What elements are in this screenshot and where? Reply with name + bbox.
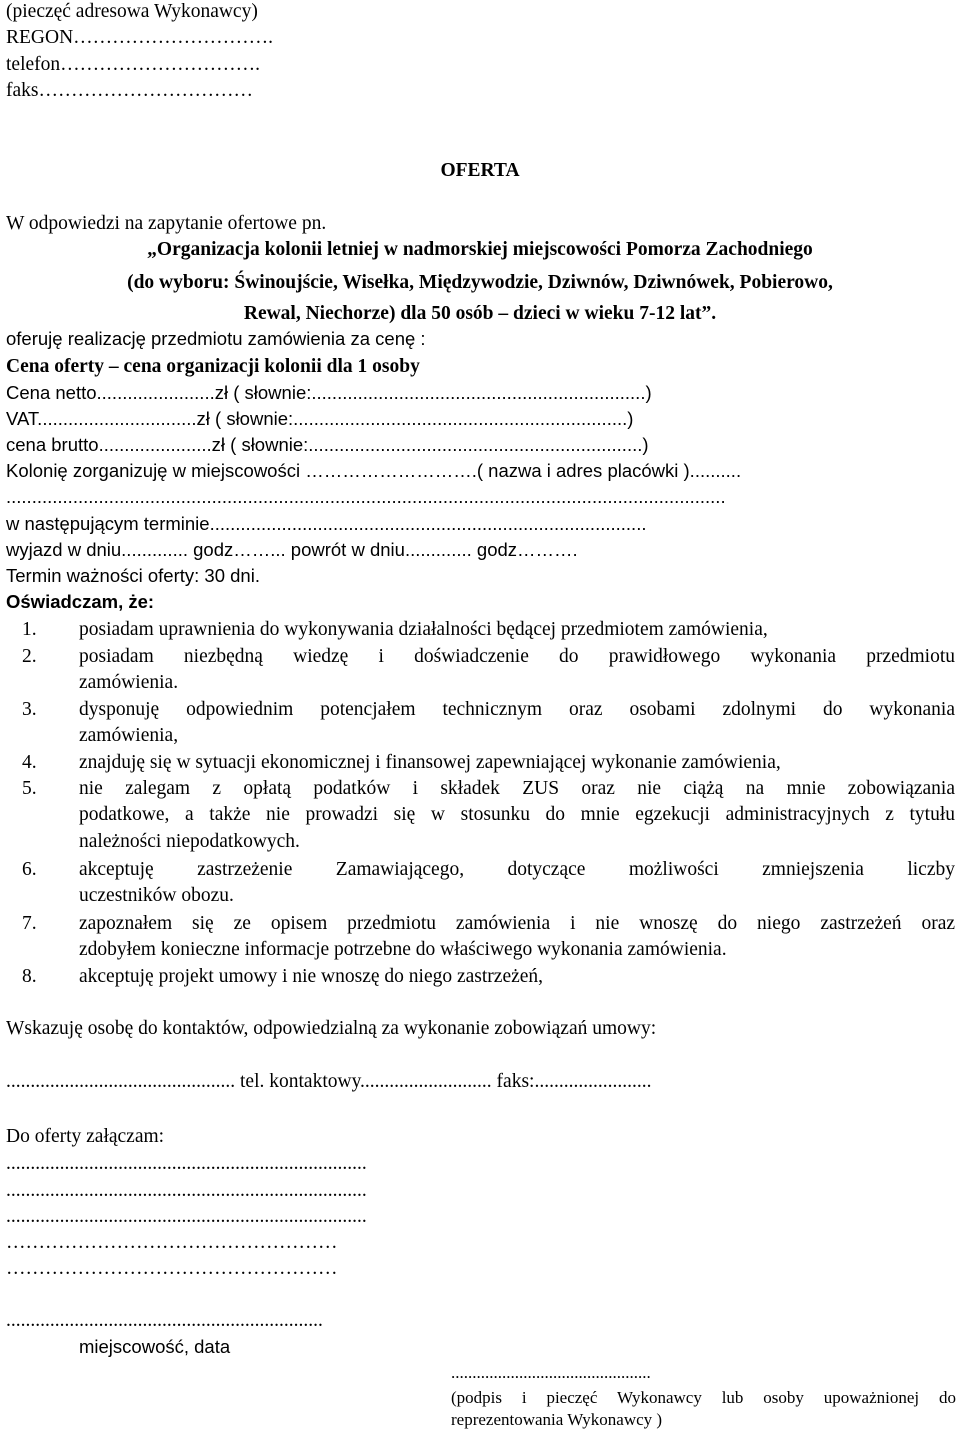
list-item-number: 5. xyxy=(22,778,37,799)
list-item-text: należności niepodatkowych. xyxy=(79,831,300,852)
price-netto-field: Cena netto.......................zł ( słownie:.................................................................) xyxy=(6,382,652,403)
intro-line: W odpowiedzi na zapytanie ofertowe pn. xyxy=(6,213,327,234)
list-item-number: 1. xyxy=(22,619,37,640)
validity-text: Termin ważności oferty: 30 dni. xyxy=(6,565,260,586)
term-field: w następującym terminie..................................................................................... xyxy=(6,513,647,534)
attachment-line: …………………………………………… xyxy=(6,1258,338,1279)
location-field: Kolonię zorganizuję w miejscowości ……………………….( nazwa i adres placówki ).......... xyxy=(6,460,742,481)
list-item-text: akceptuję projekt umowy i nie wnoszę do niego zastrzeżeń, xyxy=(79,966,544,987)
price-heading: Cena oferty – cena organizacji kolonii dla 1 osoby xyxy=(6,356,420,377)
place-date-dots: ................................................................. xyxy=(6,1310,323,1331)
list-item-text: zamówienia. xyxy=(79,672,179,693)
list-item-text: zdobyłem konieczne informacje potrzebne do właściwego wykonania zamówienia. xyxy=(79,939,727,960)
attachment-line: .......................................................................... xyxy=(6,1206,367,1227)
list-item-number: 3. xyxy=(22,699,37,720)
regon-field: REGON…………………………. xyxy=(6,27,274,48)
contact-field: ............................................... tel. kontaktowy........................... faks:........................ xyxy=(6,1071,652,1092)
list-item-text: znajduję się w sytuacji ekonomicznej i finansowej zapewniającej wykonanie zamówienia, xyxy=(79,752,781,773)
contact-label: Wskazuję osobę do kontaktów, odpowiedzialną za wykonanie zobowiązań umowy: xyxy=(6,1018,657,1039)
list-item-number: 2. xyxy=(22,646,37,667)
offer-intro: oferuję realizację przedmiotu zamówienia za cenę : xyxy=(6,328,426,349)
place-date-label: miejscowość, data xyxy=(79,1336,231,1357)
attachment-line: .......................................................................... xyxy=(6,1153,367,1174)
signature-dots: ............................................... xyxy=(451,1363,651,1382)
list-item-text: nie zalegam z opłatą podatków i składek ZUS oraz nie ciążą na mnie zobowiązania xyxy=(79,778,955,799)
subject-line-2: (do wyboru: Świnoujście, Wisełka, Międzywodzie, Dziwnów, Dziwnówek, Pobierowo, xyxy=(127,272,833,293)
list-item-number: 6. xyxy=(22,859,37,880)
travel-dates-field: wyjazd w dniu............. godz……... powrót w dniu............. godz………. xyxy=(6,539,578,560)
list-item-number: 8. xyxy=(22,966,37,987)
list-item-number: 7. xyxy=(22,913,37,934)
signature-label-cont: reprezentowania Wykonawcy ) xyxy=(451,1410,663,1429)
attachment-line: …………………………………………… xyxy=(6,1232,338,1253)
vat-field: VAT...............................zł ( słownie:.................................................................) xyxy=(6,408,634,429)
subject-line-3: Rewal, Niechorze) dla 50 osób – dzieci w wieku 7-12 lat”. xyxy=(243,303,717,324)
list-item-text: zapoznałem się ze opisem przedmiotu zamówienia i nie wnoszę do niego zastrzeżeń oraz xyxy=(79,913,955,934)
page-title: OFERTA xyxy=(440,160,520,181)
declaration-heading: Oświadczam, że: xyxy=(6,591,155,612)
list-item-text: posiadam niezbędną wiedzę i doświadczenie do prawidłowego wykonania przedmiotu xyxy=(79,646,955,667)
list-item-text: zamówienia, xyxy=(79,725,179,746)
attachments-label: Do oferty załączam: xyxy=(6,1126,165,1147)
subject-line-1: „Organizacja kolonii letniej w nadmorskiej miejscowości Pomorza Zachodniego xyxy=(147,239,813,260)
list-item-text: uczestników obozu. xyxy=(79,885,234,906)
signature-label: (podpis i pieczęć Wykonawcy lub osoby upoważnionej do xyxy=(451,1388,956,1407)
list-item-text: posiadam uprawnienia do wykonywania działalności będącej przedmiotem zamówienia, xyxy=(79,619,768,640)
phone-field: telefon…………………………. xyxy=(6,54,261,75)
stamp-label: (pieczęć adresowa Wykonawcy) xyxy=(6,1,258,22)
fax-field: faks…………………………… xyxy=(6,80,253,101)
price-brutto-field: cena brutto......................zł ( słownie:.................................................................) xyxy=(6,434,649,455)
location-dots: ............................................................................................................................................ xyxy=(6,486,726,507)
list-item-text: akceptuję zastrzeżenie Zamawiającego, dotyczące możliwości zmniejszenia liczby xyxy=(79,859,955,880)
list-item-text: podatkowe, a także nie prowadzi się w stosunku do mnie egzekucji administracyjnych z tytułu xyxy=(79,804,955,825)
list-item-text: dysponuję odpowiednim potencjałem technicznym oraz osobami zdolnymi do wykonania xyxy=(79,699,955,720)
attachment-line: .......................................................................... xyxy=(6,1180,367,1201)
list-item-number: 4. xyxy=(22,752,37,773)
